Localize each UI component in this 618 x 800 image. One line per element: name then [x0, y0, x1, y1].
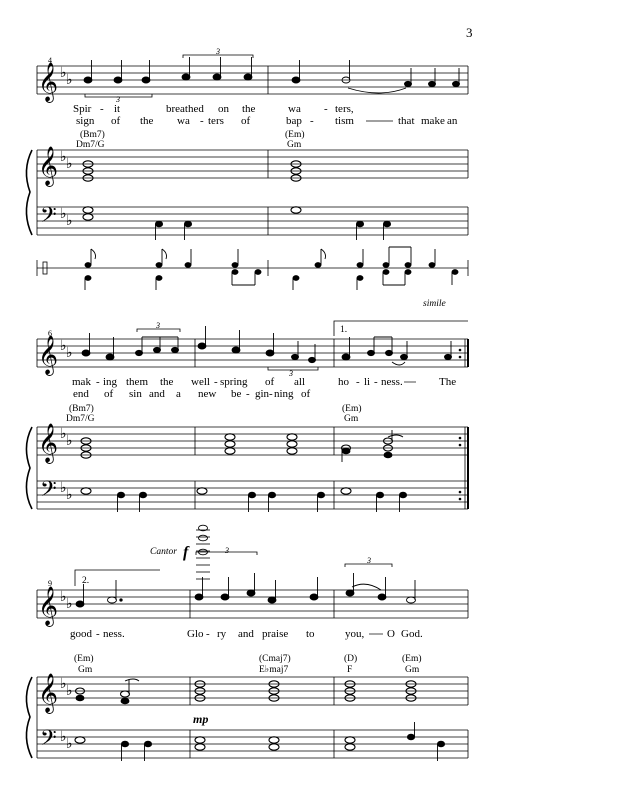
svg-text:end: end: [73, 388, 89, 400]
accompaniment-notes: [117, 430, 406, 512]
triplet-number: 3: [156, 321, 160, 330]
svg-text:on: on: [218, 103, 229, 115]
svg-text:ters: ters: [208, 115, 224, 127]
svg-text:be: be: [231, 388, 242, 400]
svg-text:E♭maj7: E♭maj7: [259, 665, 289, 675]
svg-text:(Bm7): (Bm7): [80, 130, 105, 140]
svg-text:-: -: [269, 388, 273, 400]
svg-text:ness.: ness.: [381, 376, 403, 388]
svg-text:(D): (D): [344, 654, 358, 664]
treble-clef-icon: 𝄞: [38, 588, 59, 625]
svg-text:ness.: ness.: [103, 628, 125, 640]
svg-text:Glo: Glo: [187, 628, 204, 640]
cantor-label: Cantor: [150, 547, 177, 557]
svg-text:-: -: [200, 115, 204, 127]
svg-text:a: a: [176, 388, 181, 400]
piano-brace-icon: [26, 427, 32, 509]
treble-clef-icon: 𝄞: [38, 148, 59, 185]
svg-text:F: F: [347, 665, 353, 675]
key-signature-flat-icon: ♭: [60, 339, 67, 354]
svg-text:ry: ry: [217, 628, 227, 640]
key-signature-flat-icon: ♭: [66, 214, 73, 229]
voice-notes: [82, 326, 452, 365]
svg-text:make: make: [421, 115, 445, 127]
chord-symbols: [74, 653, 422, 675]
svg-text:Gm: Gm: [405, 665, 420, 675]
svg-text:-: -: [96, 376, 100, 388]
voice-notes: [76, 525, 416, 607]
svg-text:sin: sin: [129, 388, 142, 400]
svg-text:-: -: [100, 103, 104, 115]
svg-text:good: good: [70, 628, 92, 640]
svg-text:sign: sign: [76, 115, 95, 127]
piano-notes: [81, 434, 393, 494]
svg-text:mak: mak: [72, 376, 91, 388]
system-2: [26, 321, 468, 512]
system-3: [26, 525, 468, 761]
measure-number: 6: [48, 329, 52, 338]
triplet-bracket: [85, 55, 253, 97]
percussion-staff: [37, 260, 468, 276]
svg-text:an: an: [447, 115, 458, 127]
svg-text:-: -: [246, 388, 250, 400]
svg-text:tism: tism: [335, 115, 354, 127]
dynamic-forte: f: [183, 544, 189, 561]
svg-text:that: that: [398, 115, 415, 127]
bass-clef-icon: 𝄢: [40, 203, 57, 232]
svg-text:of: of: [241, 115, 251, 127]
voice-staff: [37, 530, 468, 618]
triplet-number: 3: [216, 47, 220, 56]
svg-text:The: The: [439, 376, 457, 388]
svg-text:Gm: Gm: [78, 665, 93, 675]
svg-text:bap: bap: [286, 115, 302, 127]
key-signature-flat-icon: ♭: [60, 590, 67, 605]
svg-text:Dm7/G: Dm7/G: [76, 140, 105, 150]
svg-text:and: and: [149, 388, 165, 400]
lyrics: [70, 628, 423, 640]
percussion-notes: [85, 247, 458, 290]
piano-brace-icon: [26, 677, 32, 758]
svg-text:you,: you,: [345, 628, 365, 640]
svg-text:wa: wa: [177, 115, 190, 127]
key-signature-flat-icon: ♭: [60, 427, 67, 442]
voice-notes: [84, 57, 460, 93]
svg-text:new: new: [198, 388, 217, 400]
svg-text:God.: God.: [401, 628, 423, 640]
svg-text:ters,: ters,: [335, 103, 354, 115]
svg-text:spring: spring: [220, 376, 248, 388]
treble-clef-icon: 𝄞: [38, 337, 59, 374]
svg-text:of: of: [301, 388, 311, 400]
key-signature-flat-icon: ♭: [66, 597, 73, 612]
svg-text:Dm7/G: Dm7/G: [66, 414, 95, 424]
piano-staves: [37, 150, 468, 235]
svg-text:-: -: [214, 376, 218, 388]
key-signature-flat-icon: ♭: [60, 207, 67, 222]
key-signature-flat-icon: ♭: [66, 434, 73, 449]
bass-clef-icon: 𝄢: [40, 726, 57, 755]
measure-number: 4: [48, 56, 52, 65]
svg-text:-: -: [356, 376, 360, 388]
lyrics-verse-2: [73, 388, 311, 400]
bass-clef-icon: 𝄢: [40, 477, 57, 506]
repeat-dots: [459, 349, 462, 359]
svg-text:breathed: breathed: [166, 103, 204, 115]
key-signature-flat-icon: ♭: [60, 481, 67, 496]
svg-text:the: the: [242, 103, 256, 115]
svg-text:(Cmaj7): (Cmaj7): [259, 654, 291, 664]
svg-text:praise: praise: [262, 628, 289, 640]
second-ending-label: 2.: [82, 576, 90, 586]
simile-marking: simile: [423, 299, 446, 309]
piano-brace-icon: [26, 150, 32, 235]
key-signature-flat-icon: ♭: [66, 73, 73, 88]
svg-text:-: -: [324, 103, 328, 115]
page-number: 3: [466, 25, 473, 40]
lyrics-verse-1: [72, 376, 456, 388]
svg-text:O: O: [387, 628, 395, 640]
lyrics-verse-2: [76, 115, 458, 127]
svg-text:(Em): (Em): [285, 130, 305, 140]
triplet-bracket: [137, 329, 318, 370]
treble-clef-icon: 𝄞: [38, 675, 59, 712]
svg-text:it: it: [114, 103, 121, 115]
svg-text:-: -: [310, 115, 314, 127]
svg-text:them: them: [126, 376, 148, 388]
svg-text:the: the: [160, 376, 174, 388]
first-ending-label: 1.: [340, 325, 348, 335]
dynamic-mezzo-piano: mp: [193, 712, 209, 726]
svg-text:well: well: [191, 376, 210, 388]
svg-text:ing: ing: [103, 376, 118, 388]
triplet-number: 3: [225, 546, 229, 555]
triplet-number: 3: [367, 556, 371, 565]
svg-text:Gm: Gm: [344, 414, 359, 424]
svg-text:(Em): (Em): [402, 654, 422, 664]
svg-text:(Bm7): (Bm7): [69, 404, 94, 414]
triplet-number: 3: [116, 95, 120, 104]
repeat-dots: [459, 437, 462, 501]
svg-text:ning: ning: [274, 388, 294, 400]
svg-text:Gm: Gm: [287, 140, 302, 150]
svg-text:of: of: [265, 376, 275, 388]
svg-text:wa: wa: [288, 103, 301, 115]
voice-staff: [37, 66, 468, 94]
svg-text:all: all: [294, 376, 305, 388]
measure-number: 9: [48, 579, 52, 588]
treble-clef-icon: 𝄞: [38, 425, 59, 462]
key-signature-flat-icon: ♭: [60, 150, 67, 165]
svg-text:Spir: Spir: [73, 103, 92, 115]
key-signature-flat-icon: ♭: [66, 684, 73, 699]
key-signature-flat-icon: ♭: [66, 157, 73, 172]
piano-staves: [37, 677, 468, 758]
bass-notes: [155, 221, 390, 240]
svg-text:-: -: [96, 628, 100, 640]
svg-text:li: li: [364, 376, 371, 388]
key-signature-flat-icon: ♭: [66, 346, 73, 361]
svg-text:and: and: [238, 628, 254, 640]
treble-clef-icon: 𝄞: [38, 64, 59, 101]
key-signature-flat-icon: ♭: [66, 488, 73, 503]
svg-text:-: -: [374, 376, 378, 388]
svg-text:(Em): (Em): [342, 404, 362, 414]
svg-text:the: the: [140, 115, 154, 127]
system-1: [26, 47, 468, 309]
svg-text:gin: gin: [255, 388, 270, 400]
triplet-number: 3: [289, 369, 293, 378]
chord-symbols: [76, 129, 305, 150]
first-ending-bracket: [334, 321, 468, 336]
svg-text:ho: ho: [338, 376, 349, 388]
key-signature-flat-icon: ♭: [60, 66, 67, 81]
svg-text:-: -: [206, 628, 210, 640]
key-signature-flat-icon: ♭: [60, 677, 67, 692]
svg-text:of: of: [104, 388, 114, 400]
svg-text:of: of: [111, 115, 121, 127]
voice-staff: [37, 339, 468, 367]
lyrics-verse-1: [73, 103, 354, 115]
svg-text:(Em): (Em): [74, 654, 94, 664]
chord-symbols: [66, 403, 362, 424]
key-signature-flat-icon: ♭: [60, 730, 67, 745]
svg-text:to: to: [306, 628, 315, 640]
key-signature-flat-icon: ♭: [66, 737, 73, 752]
